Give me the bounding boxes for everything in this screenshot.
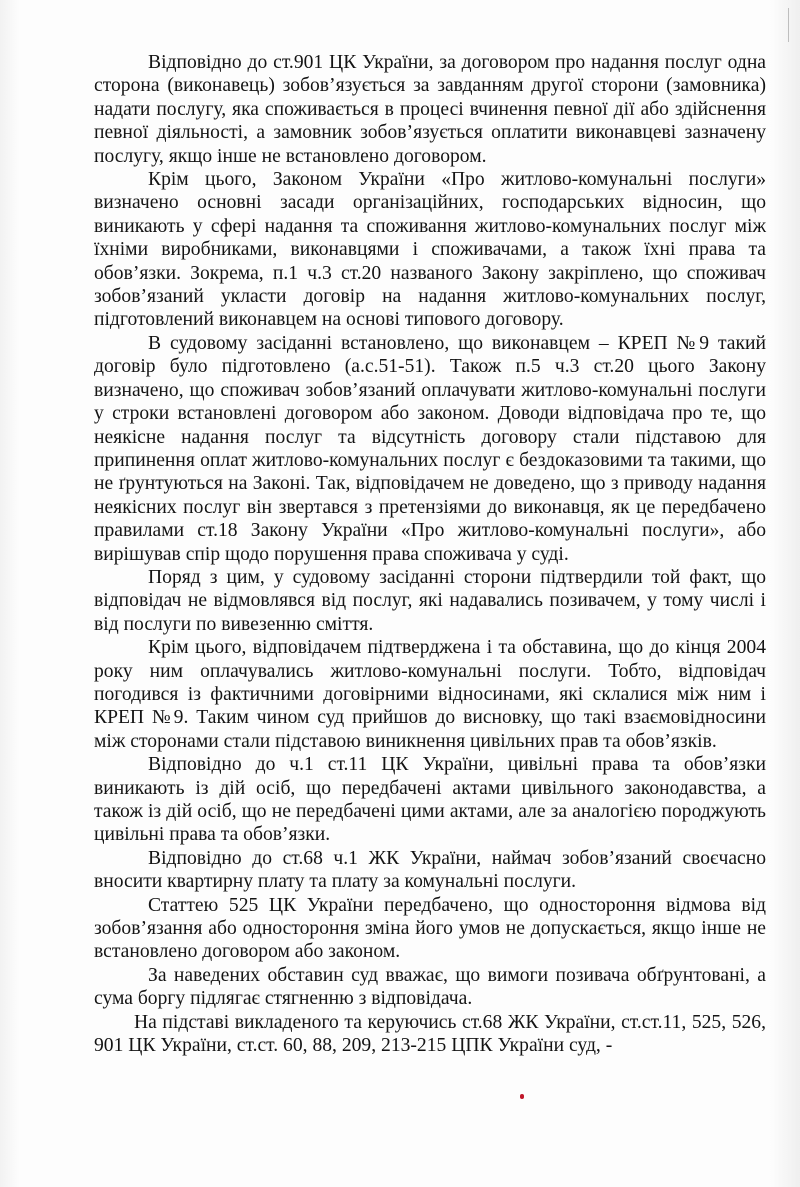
ink-dot-mark xyxy=(520,1094,524,1099)
paragraph-2: Крім цього, Законом України «Про житлово-комунальні послуги» визначено основні засади організаційних, господарських відносин, що виникають у сфері надання та споживання житлово-комунальних послуг між їхніми виробниками, виконавцями і споживачами, а також їхні права та обов’язки. Зокрема, п.1 ч.3 ст.20 названого Закону закріплено, що споживач зобов’язаний укласти договір на надання житлово-комунальних послуг, підготовлений виконавцем на основі типового договору. xyxy=(94,169,766,331)
paragraph-10: На підставі викладеного та керуючись ст.68 ЖК України, ст.ст.11, 525, 526, 901 ЦК України, ст.ст. 60, 88, 209, 213-215 ЦПК України суд, - xyxy=(94,1011,766,1057)
paragraph-5: Крім цього, відповідачем підтверджена і та обставина, що до кінця 2004 року ним оплачувались житлово-комунальні послуги. Тобто, відповідач погодився із фактичними договірними відносинами, які склалися між ним і КРЕП №9. Таким чином суд прийшов до висновку, що такі взаємовідносини між сторонами стали підставою виникнення цивільних прав та обов’язків. xyxy=(94,637,766,752)
paragraph-9: За наведених обставин суд вважає, що вимоги позивача обґрунтовані, а сума боргу підлягає стягненню з відповідача. xyxy=(94,964,766,1010)
paragraph-6: Відповідно до ч.1 ст.11 ЦК України, цивільні права та обов’язки виникають із дій осіб, що передбачені актами цивільного законодавства, а також із дій осіб, що не передбачені цими актами, але за аналогією породжують цивільні права та обов’язки. xyxy=(94,754,766,846)
paragraph-4: Поряд з цим, у судовому засіданні сторони підтвердили той факт, що відповідач не відмовлявся від послуг, які надавались позивачем, у тому числі і від послуги по вивезенню сміття. xyxy=(94,566,766,635)
page-edge-mark xyxy=(788,8,799,42)
paragraph-8: Статтею 525 ЦК України передбачено, що одностороння відмова від зобов’язання або одностороння зміна його умов не допускається, якщо інше не встановлено договором або законом. xyxy=(94,894,766,963)
document-body xyxy=(94,51,766,1057)
paragraph-7: Відповідно до ст.68 ч.1 ЖК України, наймач зобов’язаний своєчасно вносити квартирну плату та плату за комунальні послуги. xyxy=(94,847,766,893)
paragraph-1: Відповідно до ст.901 ЦК України, за договором про надання послуг одна сторона (виконавець) зобов’язується за завданням другої сторони (замовника) надати послугу, яка споживається в процесі вчинення певної дії або здійснення певної діяльності, а замовник зобов’язується оплатити виконавцеві зазначену послугу, якщо інше не встановлено договором. xyxy=(94,52,766,167)
paragraph-3: В судовому засіданні встановлено, що виконавцем – КРЕП №9 такий договір було підготовлено (а.с.51-51). Також п.5 ч.3 ст.20 цього Закону визначено, що споживач зобов’язаний оплачувати житлово-комунальні послуги у строки встановлені договором або законом. Доводи відповідача про те, що неякісне надання послуг та відсутність договору стали підставою для припинення оплат житлово-комунальних послуг є бездоказовими та такими, що не ґрунтуються на Законі. Так, відповідачем не доведено, що з приводу надання неякісних послуг він звертався з претензіями до виконавця, як це передбачено правилами ст.18 Закону України «Про житлово-комунальні послуги», або вирішував спір щодо порушення права споживача у суді. xyxy=(94,332,766,565)
